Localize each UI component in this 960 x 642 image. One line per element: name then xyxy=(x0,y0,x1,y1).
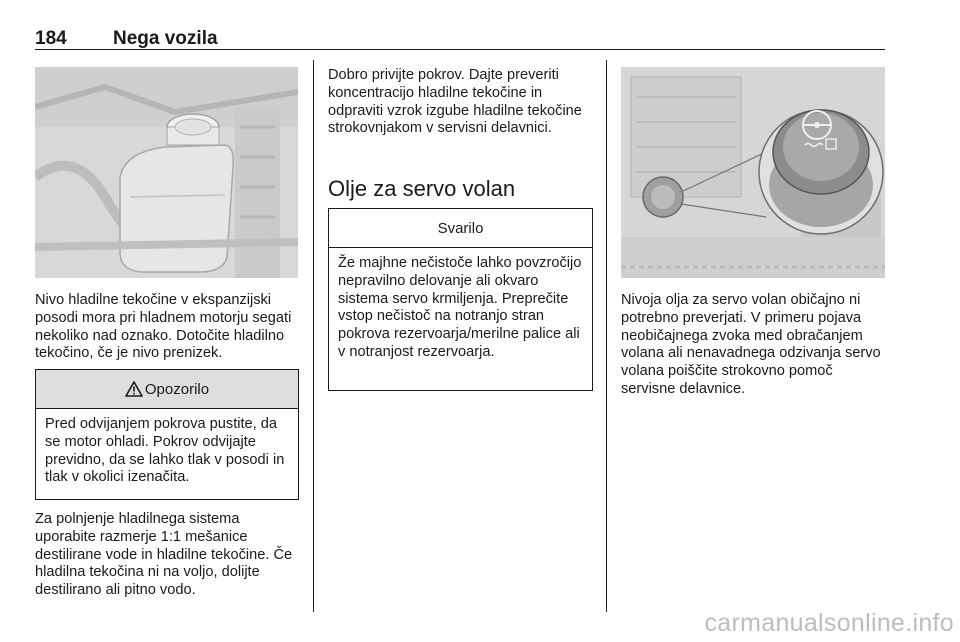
cap-paragraph: Dobro privijte pokrov. Dajte preveriti koncentracijo hladilne tekočine in odpraviti vzrok izgube hladilne tekočine strokovnjakom v servisni delavnici. xyxy=(328,67,582,137)
section-title: Nega vozila xyxy=(113,28,218,49)
warning-box xyxy=(35,369,299,500)
warning-box-header xyxy=(36,370,298,409)
caution-box xyxy=(328,208,593,391)
column-divider-2 xyxy=(606,60,607,612)
coolant-reservoir-illustration xyxy=(35,67,298,278)
warning-triangle-icon xyxy=(125,381,143,397)
column-divider-1 xyxy=(313,60,314,612)
steering-oil-paragraph: Nivoja olja za servo volan običajno ni potrebno preverjati. V primeru pojava neobičajnega zvoka med obračanjem volana ali nenavadnega odzivanja servo volana poiščite strokovno pomoč servisne delavnice. xyxy=(621,292,881,397)
page-header xyxy=(35,24,885,52)
header-rule xyxy=(35,49,885,50)
page-number: 184 xyxy=(35,28,67,49)
watermark: carmanualsonline.info xyxy=(704,609,954,637)
coolant-filling-paragraph: Za polnjenje hladilnega sistema uporabite razmerje 1:1 mešanice destilirane vode in hladilne tekočine. Če hladilna tekočina ni na voljo, dolijte destilirano ali pitno vodo. xyxy=(35,511,293,599)
caution-text: Že majhne nečistoče lahko povzročijo nepravilno delovanje ali okvaro sistema servo krmiljenja. Preprečite vstop nečistoč na notranjo stran pokrova rezervoarja/merilne palice ali v notranjost rezervoarja. xyxy=(338,255,582,360)
coolant-level-paragraph: Nivo hladilne tekočine v ekspanzijski posodi mora pri hladnem motorju segati nekoliko nad oznako. Dotočite hladilno tekočino, če je nivo prenizek. xyxy=(35,292,292,362)
caution-box-header xyxy=(329,209,592,248)
power-steering-reservoir-illustration xyxy=(621,67,885,278)
caution-title: Svarilo xyxy=(437,219,484,237)
warning-title: Opozorilo xyxy=(144,380,210,398)
warning-text: Pred odvijanjem pokrova pustite, da se motor ohladi. Pokrov odvijajte previdno, da se lahko tlak v posodi in tlak v okolici izenačita. xyxy=(45,416,285,486)
section-heading: Olje za servo volan xyxy=(328,176,516,201)
